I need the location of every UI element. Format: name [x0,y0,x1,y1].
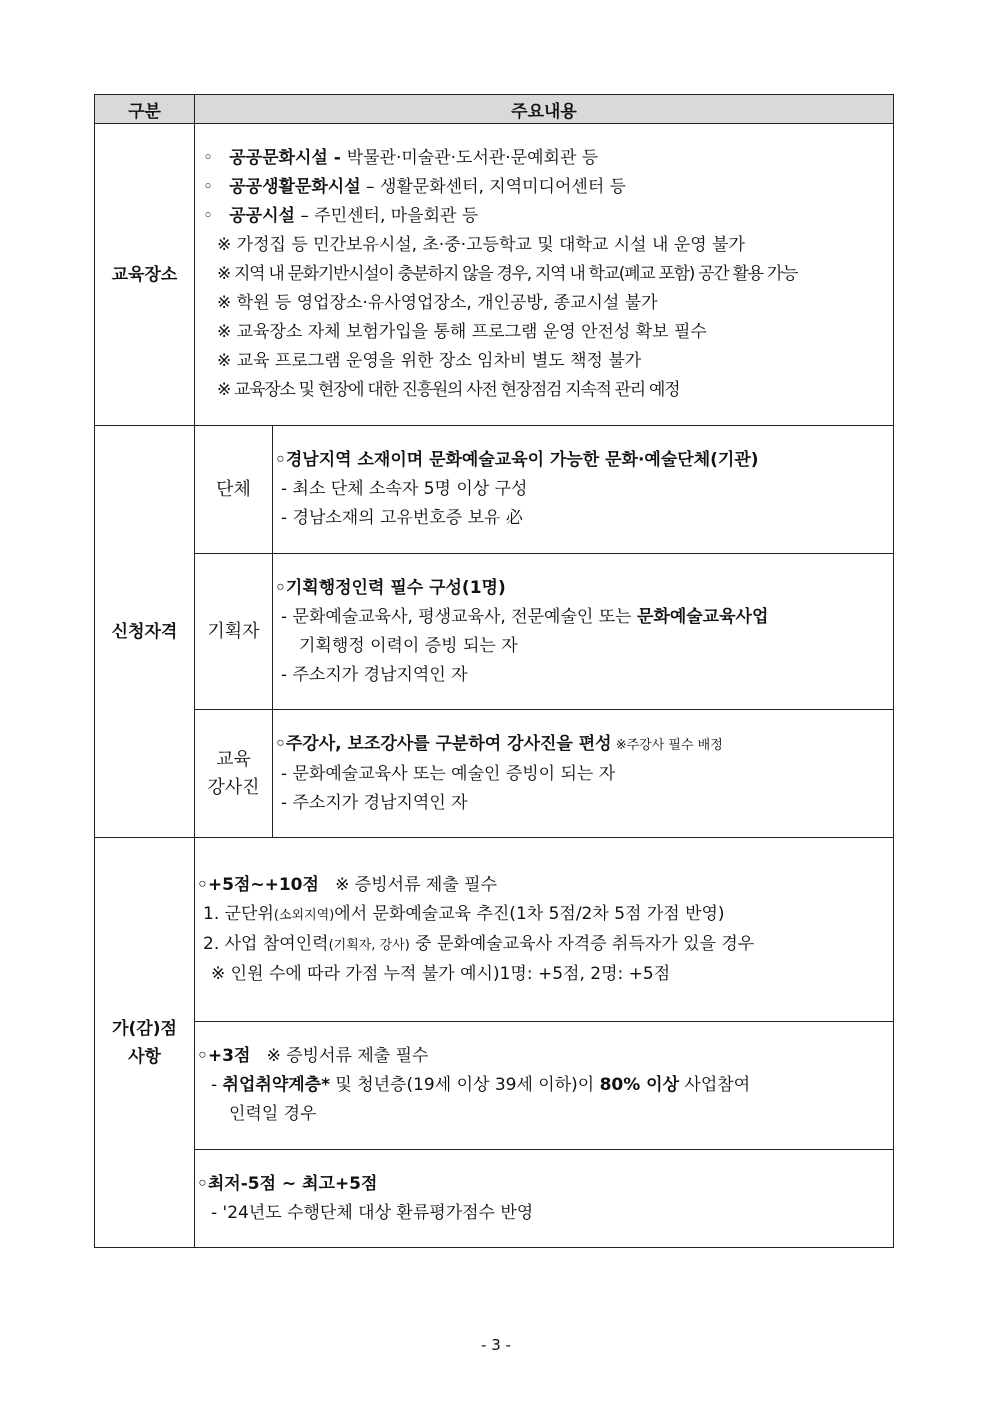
planner-item-1: - 문화예술교육사, 평생교육사, 전문예술인 또는 문화예술교육사업 [281,606,769,627]
org-content [273,426,894,554]
content-table [94,94,894,1248]
instructor-label: 교육 강사진 [195,710,273,838]
org-main: ◦경남지역 소재이며 문화예술교육이 가능한 문화·예술단체(기관) [275,450,759,470]
header-category: 구분 [95,95,195,124]
bonus-sec2-content [195,1022,894,1150]
venue-line-2: ◦ 공공생활문화시설 – 생활문화센터, 지역미디어센터 등 [203,177,627,197]
bonus-sec1-note: ※ 인원 수에 따라 가점 누적 불가 예시)1명: +5점, 2명: +5점 [211,963,671,984]
bonus-sec3-row [95,1150,894,1248]
venue-note-2: ※ 지역 내 문화기반시설이 충분하지 않을 경우, 지역 내 학교(폐교 포함) 공간 활용 가능 [217,264,798,284]
venue-line-1: ◦ 공공문화시설 - 박물관·미술관·도서관·문예회관 등 [203,148,599,168]
instructor-item-2: - 주소지가 경남지역인 자 [281,792,468,813]
bonus-sec3-content [195,1150,894,1248]
bonus-sec1-content [195,838,894,1022]
bonus-sec2-line-1: - 취업취약계층* 및 청년층(19세 이상 39세 이하)이 80% 이상 사업참여 [211,1075,751,1095]
bonus-sec2-row [95,1022,894,1150]
eligibility-org-row [95,426,894,554]
venue-note-6: ※ 교육장소 및 현장에 대한 진흥원의 사전 현장점검 지속적 관리 예정 [217,380,680,400]
venue-content [195,124,894,426]
bonus-sec1-line-2: 2. 사업 참여인력(기획자, 강사) 중 문화예술교육사 자격증 취득자가 있을 경우 [203,933,755,954]
bonus-sec1-line-1: 1. 군단위(소외지역)에서 문화예술교육 추진(1차 5점/2차 5점 가점 반영) [203,903,725,924]
bonus-sec1-head: ◦+5점~+10점 ※ 증빙서류 제출 필수 [197,874,497,895]
venue-row [95,124,894,426]
planner-item-1-cont: 기획행정 이력이 증빙 되는 자 [299,635,518,656]
bonus-sec3-head: ◦최저-5점 ~ 최고+5점 [197,1173,378,1194]
planner-item-2: - 주소지가 경남지역인 자 [281,664,468,685]
bonus-sec3-line-1: - '24년도 수행단체 대상 환류평가점수 반영 [211,1202,534,1223]
org-item-1: - 최소 단체 소속자 5명 이상 구성 [281,479,528,499]
planner-content [273,554,894,710]
instructor-main: ◦주강사, 보조강사를 구분하여 강사진을 편성 ※주강사 필수 배정 [275,733,723,754]
org-label: 단체 [195,426,273,554]
instructor-content [273,710,894,838]
instructor-item-1: - 문화예술교육사 또는 예술인 증빙이 되는 자 [281,763,616,784]
planner-label: 기획자 [195,554,273,710]
org-item-2: - 경남소재의 고유번호증 보유 必 [281,508,523,528]
venue-note-4: ※ 교육장소 자체 보험가입을 통해 프로그램 운영 안전성 확보 필수 [217,322,707,342]
bonus-sec2-line-1-cont: 인력일 경우 [229,1104,317,1124]
page-number: - 3 - [481,1336,511,1354]
eligibility-instructor-row [95,710,894,838]
bonus-label: 가(감)점 사항 [95,838,195,1248]
eligibility-label: 신청자격 [95,426,195,838]
venue-label: 교육장소 [95,124,195,426]
venue-note-5: ※ 교육 프로그램 운영을 위한 장소 임차비 별도 책정 불가 [217,351,642,371]
bonus-sec1-row [95,838,894,1022]
eligibility-planner-row [95,554,894,710]
bonus-sec2-head: ◦+3점 ※ 증빙서류 제출 필수 [197,1046,429,1066]
venue-note-1: ※ 가정집 등 민간보유시설, 초·중·고등학교 및 대학교 시설 내 운영 불가 [217,235,745,255]
planner-main: ◦기획행정인력 필수 구성(1명) [275,577,506,598]
venue-line-3: ◦ 공공시설 – 주민센터, 마을회관 등 [203,206,479,226]
venue-note-3: ※ 학원 등 영업장소·유사영업장소, 개인공방, 종교시설 불가 [217,293,658,313]
table-header-row [95,95,894,124]
header-content: 주요내용 [195,95,894,124]
